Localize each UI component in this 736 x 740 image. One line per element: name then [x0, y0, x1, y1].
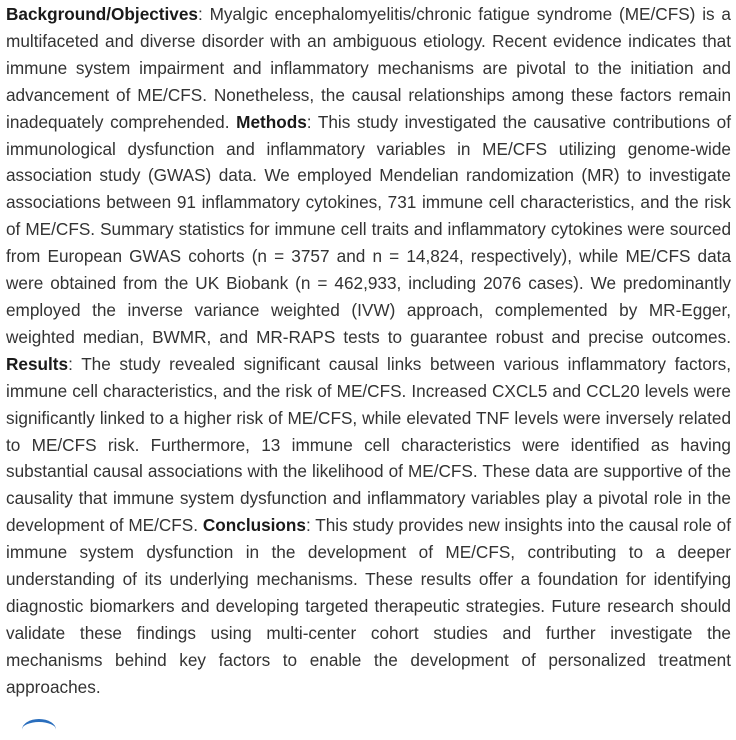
- partial-logo-icon: [22, 719, 56, 740]
- results-heading: Results: [6, 353, 69, 374]
- background-text: Myalgic encephalomyelitis/chronic fatigue syndrome (ME/CFS) is a multifaceted and diverse disorder with an ambiguous etiology. Recent evidence indicates that immune system impairment and inflammatory mechanisms are pivotal to the initiation and advancement of ME/CFS. Nonetheless, the causal relationships among these factors remain inadequately comprehended.: [6, 4, 731, 132]
- conclusions-heading: Conclusions: [202, 515, 306, 536]
- results-separator: :: [68, 353, 82, 374]
- methods-heading: Methods: [236, 111, 307, 132]
- background-heading: Background/Objectives: [6, 4, 198, 24]
- abstract-paragraph: [6, 1, 731, 701]
- conclusions-separator: :: [305, 515, 316, 536]
- conclusions-text: This study provides new insights into the causal role of immune system dysfunction in the development of ME/CFS, contributing to a deeper understanding of its underlying mechanisms. These results offer a foundation for identifying diagnostic biomarkers and developing targeted therapeutic strategies. Future research should validate these findings using multi-center cohort studies and further investigate the mechanisms behind key factors to enable the development of personalized treatment approaches.: [6, 515, 731, 697]
- methods-text: This study investigated the causative contributions of immunological dysfunction and inflammatory variables in ME/CFS utilizing genome-wide association study (GWAS) data. We employed Mendelian randomization (MR) to investigate associations between 91 inflammatory cytokines, 731 immune cell characteristics, and the risk of ME/CFS. Summary statistics for immune cell traits and inflammatory cytokines were sourced from European GWAS cohorts (n = 3757 and n = 14,824, respectively), while ME/CFS data were obtained from the UK Biobank (n = 462,933, including 2076 cases). We predominantly employed the inverse variance weighted (IVW) approach, complemented by MR-Egger, weighted median, BWMR, and MR-RAPS tests to guarantee robust and precise outcomes.: [6, 111, 731, 347]
- results-text: The study revealed significant causal links between various inflammatory factors, immune cell characteristics, and the risk of ME/CFS. Increased CXCL5 and CCL20 levels were significantly linked to a higher risk of ME/CFS, while elevated TNF levels were inversely related to ME/CFS risk. Furthermore, 13 immune cell characteristics were identified as having substantial causal associations with the likelihood of ME/CFS. These data are supportive of the causality that immune system dysfunction and inflammatory variables play a pivotal role in the development of ME/CFS.: [6, 353, 731, 536]
- background-separator: :: [197, 4, 210, 24]
- methods-separator: :: [306, 111, 318, 132]
